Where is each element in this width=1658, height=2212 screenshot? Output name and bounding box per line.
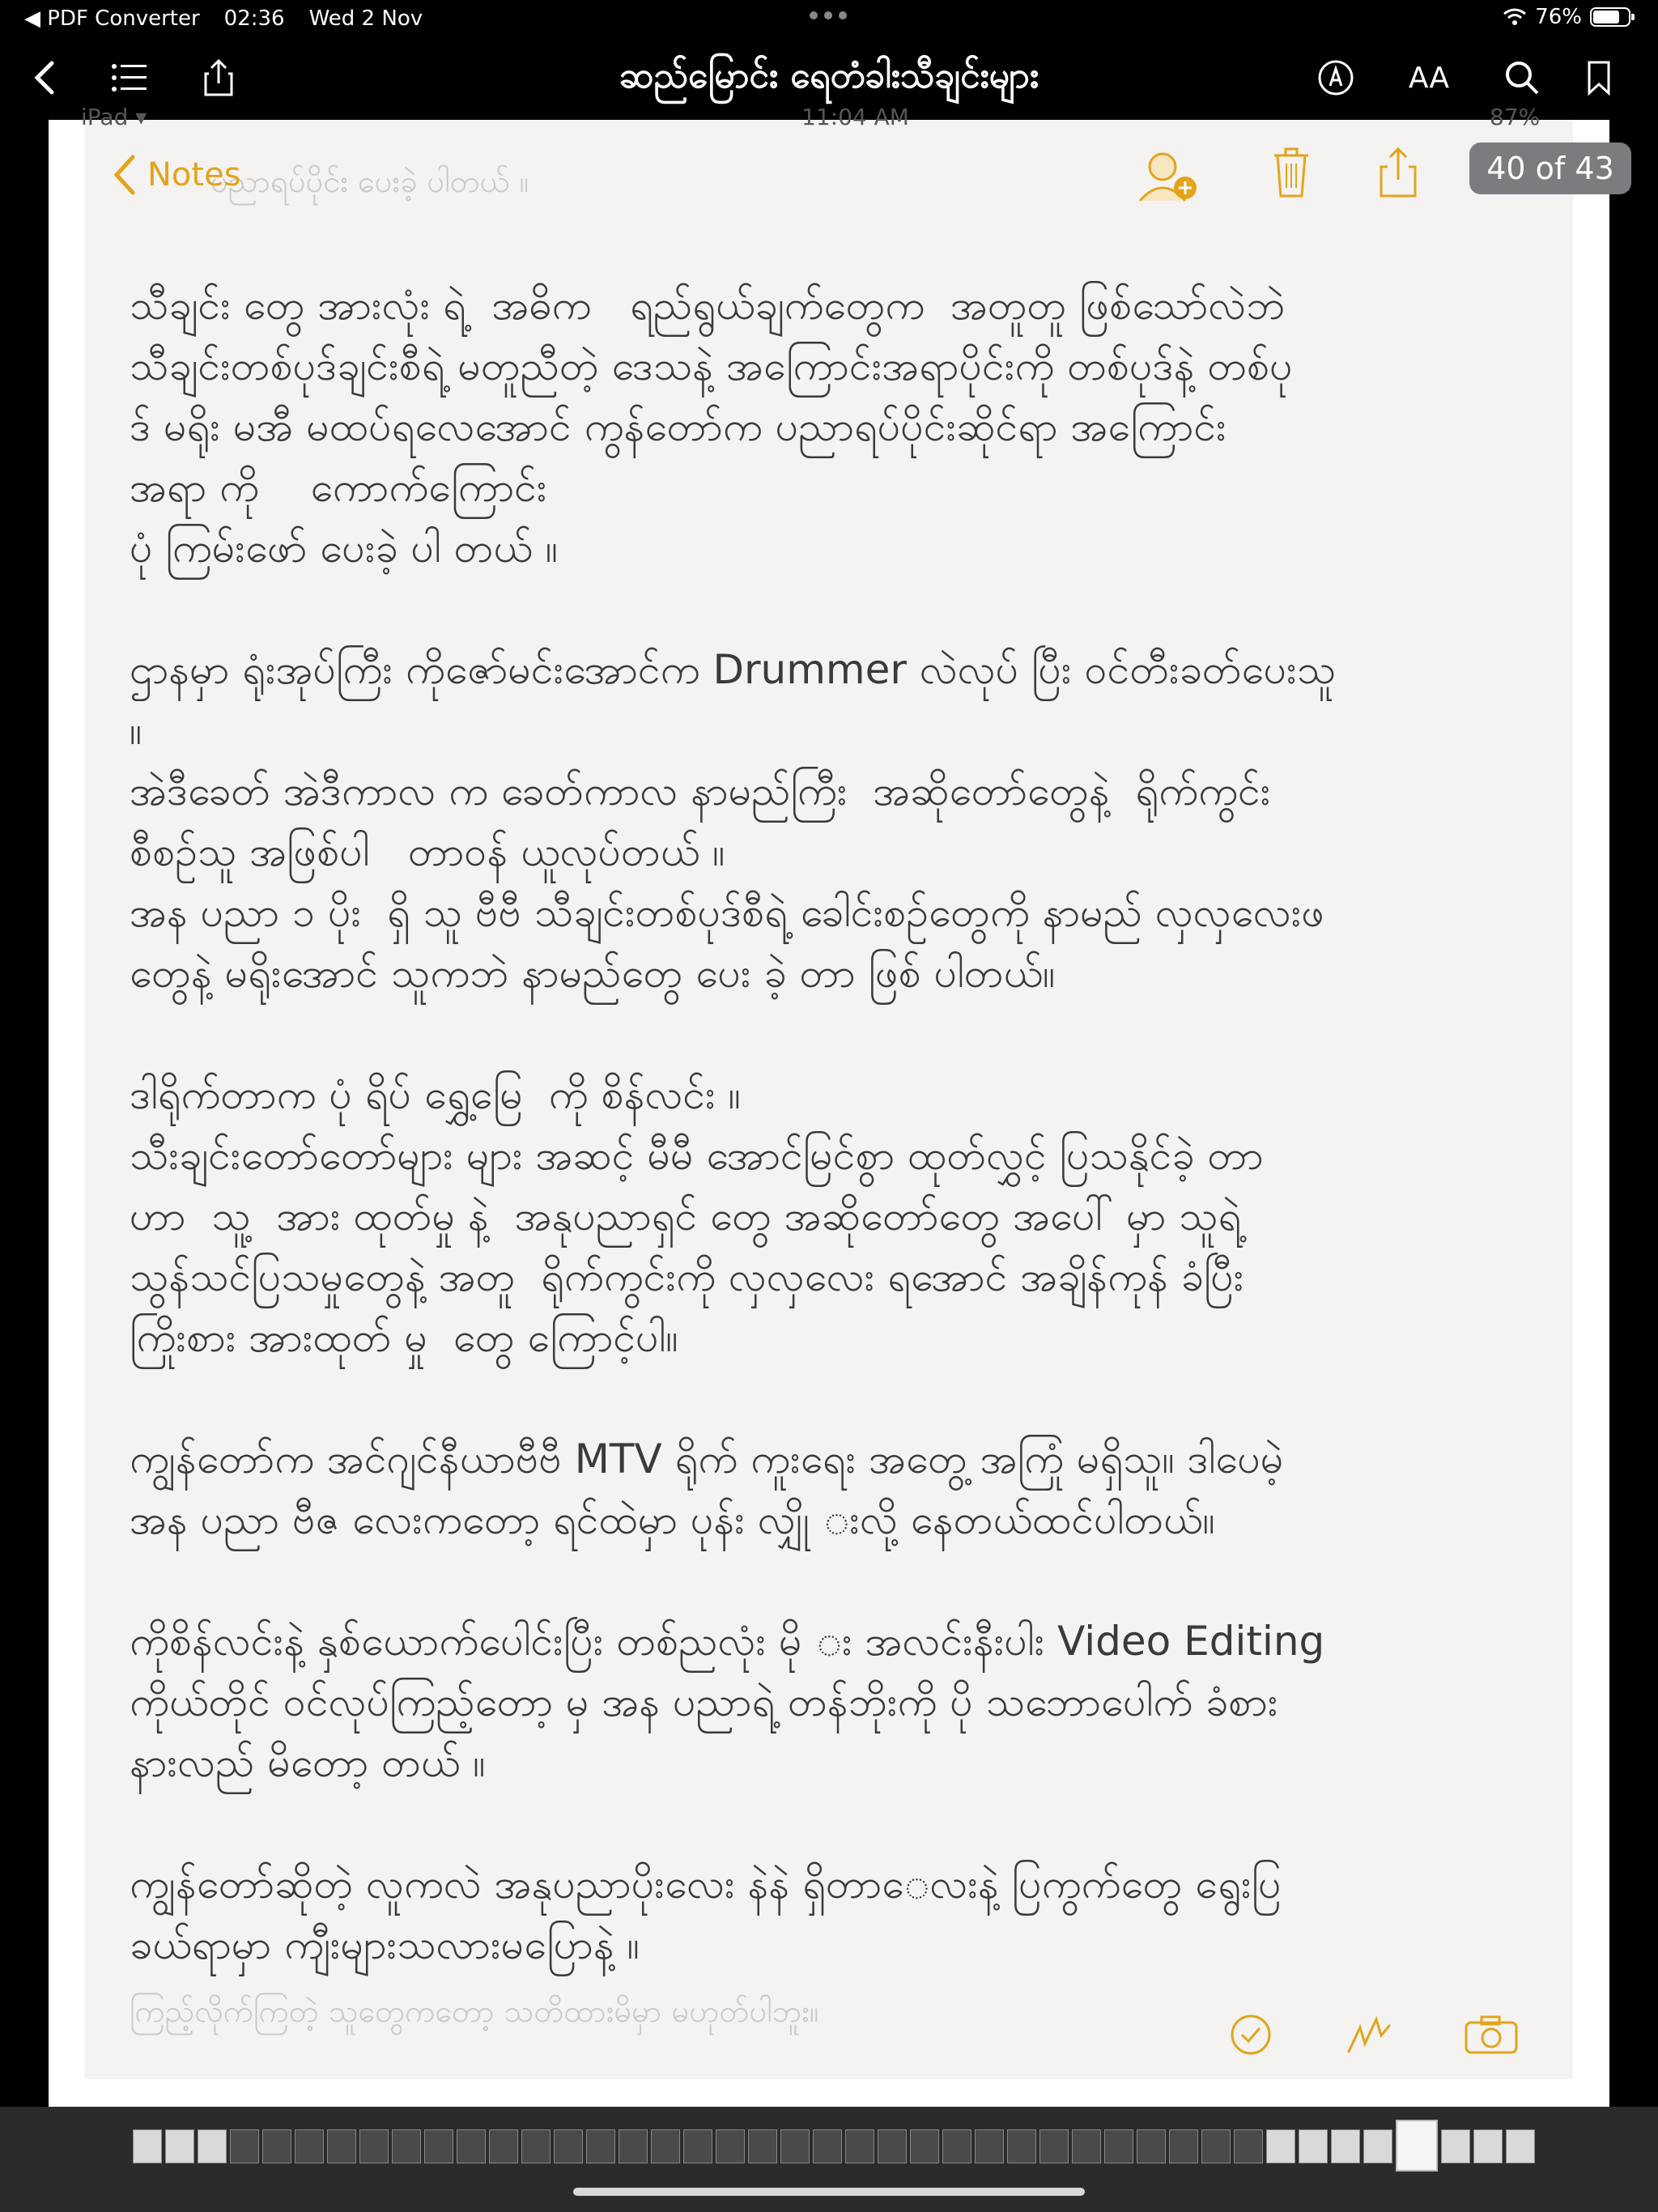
notes-back-label: Notes bbox=[147, 156, 241, 194]
page-counter-badge: 40 of 43 bbox=[1469, 143, 1631, 194]
note-top-battery: 87% bbox=[1490, 104, 1541, 130]
page-thumbnail[interactable] bbox=[942, 2129, 971, 2163]
page-thumbnail[interactable] bbox=[878, 2129, 907, 2163]
paragraph: ကိုစိန်လင်းနဲ့ နှစ်ယောက်ပေါင်းပြီး တစ်ညလုံး မို း အလင်းနီးပါး Video Editing ကိုယ်တိုင် ဝင်လုပ်ကြည့်တော့ မှ အန ပညာရဲ့ တန်ဘိုးကို ပို သဘောပေါက် ခံစား နားလည် မိတော့ တယ် ။ bbox=[130, 1618, 1325, 1786]
notes-back-button[interactable] bbox=[113, 154, 241, 196]
share-icon[interactable] bbox=[194, 52, 243, 104]
page-thumbnail[interactable] bbox=[1506, 2129, 1535, 2163]
note-body bbox=[130, 275, 1538, 2036]
page-thumbnail-strip[interactable] bbox=[0, 2107, 1658, 2212]
page-thumbnail[interactable] bbox=[1039, 2129, 1069, 2163]
sketch-icon[interactable] bbox=[1344, 2011, 1392, 2060]
page-thumbnail[interactable] bbox=[327, 2129, 356, 2163]
page-thumbnail[interactable] bbox=[1104, 2129, 1133, 2163]
back-icon[interactable] bbox=[24, 52, 65, 104]
page-thumbnail[interactable] bbox=[845, 2129, 874, 2163]
faint-top-text: ပညာရပ်ပိုင်း ပေးခဲ့ ပါတယ် ။ bbox=[210, 164, 529, 199]
back-to-app-link[interactable]: ◀ PDF Converter bbox=[24, 6, 200, 31]
page-thumbnail[interactable] bbox=[133, 2129, 162, 2163]
status-date: Wed 2 Nov bbox=[308, 6, 423, 31]
page-thumbnail[interactable] bbox=[1299, 2129, 1328, 2163]
page-thumbnail[interactable] bbox=[521, 2129, 551, 2163]
page-thumbnail[interactable] bbox=[554, 2129, 583, 2163]
note-share-icon[interactable] bbox=[1378, 146, 1418, 202]
status-bar bbox=[0, 0, 1658, 39]
page-thumbnail[interactable] bbox=[165, 2129, 194, 2163]
page-thumbnail[interactable] bbox=[359, 2129, 389, 2163]
wifi-icon bbox=[1503, 7, 1527, 27]
page-thumbnail[interactable] bbox=[1137, 2129, 1166, 2163]
page-thumbnail[interactable] bbox=[262, 2129, 291, 2163]
list-icon[interactable] bbox=[105, 52, 154, 104]
page-thumbnail[interactable] bbox=[392, 2129, 421, 2163]
page-thumbnail[interactable] bbox=[975, 2129, 1004, 2163]
annotate-icon[interactable] bbox=[1312, 52, 1360, 104]
page-thumbnail[interactable] bbox=[1363, 2129, 1392, 2163]
paragraph: ဌာနမှာ ရုံးအုပ်ကြီး ကိုဇော်မင်းအောင်က Drummer လဲလုပ် ပြီး ဝင်တီးခတ်ပေးသူ ။ အဲဒီခေတ် အဲဒီကာလ က ခေတ်ကာလ နာမည်ကြီး အဆိုတော်တွေနဲ့ ရိုက်ကွင်း စီစဉ်သူ အဖြစ်ပါ တာဝန် ယူလုပ်တယ် ။ အန ပညာ ၁ ပိုး ရှိ သူ ဗီဗီ သီချင်းတစ်ပုဒ်စီရဲ့ ခေါင်းစဉ်တွေကို နာမည် လှလှလေးဖ တွေနဲ့ မရိုးအောင် သူကဘဲ နာမည်တွေ ပေး ခဲ့ တာ ဖြစ် ပါတယ်။ bbox=[130, 646, 1337, 997]
page-thumbnail[interactable] bbox=[198, 2129, 227, 2163]
status-time: 02:36 bbox=[223, 6, 285, 31]
text-size-icon[interactable]: AA bbox=[1408, 61, 1450, 95]
faint-bottom-text: ကြည့်လိုက်ကြတဲ့ သူတွေကတော့ သတိထားမိမှာ မဟုတ်ပါဘူး။ bbox=[130, 1993, 819, 2029]
page-thumbnail[interactable] bbox=[780, 2129, 810, 2163]
checklist-icon[interactable] bbox=[1229, 2013, 1273, 2060]
page-thumbnail[interactable] bbox=[1007, 2129, 1036, 2163]
chevron-left-icon bbox=[113, 154, 136, 196]
page-thumbnail[interactable] bbox=[1201, 2129, 1231, 2163]
paragraph: ကျွန်တော်ဆိုတဲ့ လူကလဲ အနုပညာပိုးလေး နဲနဲ ရှိတာေလးနဲ့ ပြကွက်တွေ ရွေးပြ ခယ်ရာမှာ ကျီးများသလားမပြောနဲ့ ။ bbox=[130, 1861, 1282, 1968]
page-thumbnail[interactable] bbox=[1234, 2129, 1263, 2163]
page-thumbnail[interactable] bbox=[1072, 2129, 1101, 2163]
page-thumbnail[interactable] bbox=[651, 2129, 680, 2163]
bookmark-icon[interactable] bbox=[1579, 52, 1619, 104]
page-thumbnail[interactable] bbox=[716, 2129, 745, 2163]
page-thumbnail[interactable] bbox=[1169, 2129, 1198, 2163]
page-thumbnail[interactable] bbox=[586, 2129, 615, 2163]
camera-icon[interactable] bbox=[1464, 2014, 1519, 2058]
page-thumbnail[interactable] bbox=[295, 2129, 324, 2163]
note-top-time: 11:04 AM bbox=[801, 104, 909, 130]
paragraph: ကျွန်တော်က အင်ဂျင်နီယာဗီဗီ MTV ရိုက် ကူးရေး အတွေ့ အကြုံ မရှိသူ။ ဒါပေမဲ့ အန ပညာ ဗီဇ လေးကတော့ ရင်ထဲမှာ ပုန်း လျှို းလို့ နေတယ်ထင်ပါတယ်။ bbox=[130, 1436, 1284, 1543]
page-thumbnail[interactable] bbox=[1331, 2129, 1360, 2163]
battery-percent: 76% bbox=[1535, 5, 1582, 29]
page-thumbnail[interactable] bbox=[619, 2129, 648, 2163]
page-thumbnail[interactable] bbox=[1266, 2129, 1295, 2163]
paragraph: သီချင်း တွေ အားလုံး ရဲ့ အဓိက ရည်ရွယ်ချက်တွေက အတူတူ ဖြစ်သော်လဲဘဲ သီချင်းတစ်ပုဒ်ချင်းစီရဲ့ မတူညီတဲ့ ဒေသနဲ့ အကြောင်းအရာပိုင်းကို တစ်ပုဒ်နဲ့ တစ်ပု ဒ် မရိုး မအီ မထပ်ရလေအောင် ကွန်တော်က ပညာရပ်ပိုင်းဆိုင်ရာ အကြောင်း အရာ ကို ကောက်ကြောင်း ပုံ ကြမ်းဖော် ပေးခဲ့ ပါ တယ် ။ bbox=[130, 282, 1293, 572]
page-thumbnail[interactable] bbox=[910, 2129, 939, 2163]
page-thumbnail[interactable] bbox=[1441, 2129, 1470, 2163]
trash-icon[interactable] bbox=[1271, 146, 1312, 202]
add-people-icon[interactable] bbox=[1133, 146, 1206, 214]
page-thumbnail[interactable] bbox=[813, 2129, 842, 2163]
page-thumbnail[interactable] bbox=[457, 2129, 486, 2163]
page-thumbnail[interactable] bbox=[1473, 2129, 1503, 2163]
page-thumbnail[interactable] bbox=[424, 2129, 453, 2163]
page-thumbnail[interactable] bbox=[489, 2129, 518, 2163]
multitasking-dots-icon[interactable] bbox=[810, 11, 847, 19]
note-top-status: iPad ▾ bbox=[81, 104, 147, 130]
home-indicator[interactable] bbox=[573, 2188, 1085, 2196]
paragraph: ဒါရိုက်တာက ပုံ ရိပ် ရွှေ့မြေ ကို စိန်လင်း ။ သီးချင်းတော်တော်များ များ အဆင့် မီမီ အောင်မြင်စွာ ထုတ်လွှင့် ပြသနိုင်ခဲ့ တာ ဟာ သူ့ အား ထုတ်မှု နဲ့ အနုပညာရှင် တွေ အဆိုတော်တွေ အပေါ် မှာ သူရဲ့ သွန်သင်ပြသမှုတွေနဲ့ အတူ ရိုက်ကွင်းကို လှလှလေး ရအောင် အချိန်ကုန် ခံပြီး ကြိုးစား အားထုတ် မှု တွေ ကြောင့်ပါ။ bbox=[130, 1071, 1264, 1361]
page-thumbnail[interactable] bbox=[683, 2129, 712, 2163]
page-thumbnail[interactable] bbox=[748, 2129, 777, 2163]
search-icon[interactable] bbox=[1498, 52, 1546, 104]
battery-icon bbox=[1590, 7, 1630, 27]
document-title: ဆည်မြောင်း ရေတံခါးသီချင်းများ bbox=[619, 55, 1039, 96]
page-thumbnail[interactable] bbox=[1396, 2120, 1438, 2172]
page-thumbnail[interactable] bbox=[230, 2129, 259, 2163]
